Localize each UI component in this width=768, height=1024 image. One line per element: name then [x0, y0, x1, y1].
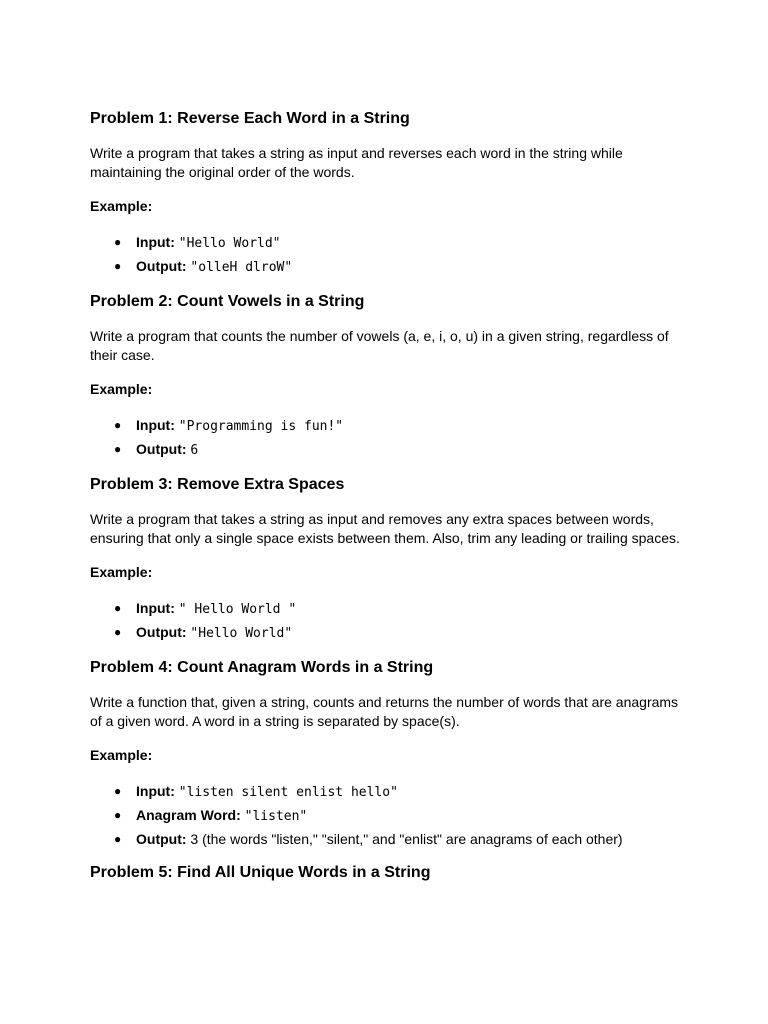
example-label: Example:	[90, 198, 153, 214]
problem-title: Problem 1: Reverse Each Word in a String	[90, 110, 410, 127]
problem-1	[90, 108, 690, 279]
example-value: "Hello World"	[190, 626, 293, 641]
example-list	[90, 414, 690, 462]
list-item	[90, 780, 690, 804]
problem-5	[90, 862, 690, 884]
example-value: "Programming is fun!"	[178, 419, 344, 434]
list-item	[90, 255, 690, 279]
example-value: " Hello World "	[178, 602, 297, 617]
example-key: Output:	[136, 624, 187, 640]
problem-description: Write a function that, given a string, counts and returns the number of words that are anagrams of a given word. A word in a string is separated by space(s).	[90, 694, 679, 729]
example-key: Input:	[136, 783, 175, 799]
example-key: Output:	[136, 258, 187, 274]
example-key: Input:	[136, 234, 175, 250]
example-value: "Hello World"	[178, 236, 281, 251]
list-item	[90, 828, 690, 850]
bullet-icon: ●	[114, 625, 122, 639]
example-label: Example:	[90, 747, 153, 763]
bullet-icon: ●	[114, 259, 122, 273]
example-value: "listen"	[244, 809, 308, 824]
example-key: Output:	[136, 831, 187, 847]
example-key: Output:	[136, 441, 187, 457]
list-item	[90, 414, 690, 438]
bullet-icon: ●	[114, 235, 122, 249]
problem-title: Problem 3: Remove Extra Spaces	[90, 476, 345, 493]
example-key: Anagram Word:	[136, 807, 241, 823]
list-item	[90, 621, 690, 645]
bullet-icon: ●	[114, 784, 122, 798]
list-item	[90, 438, 690, 462]
problem-3	[90, 474, 690, 645]
list-item	[90, 804, 690, 828]
problem-description: Write a program that takes a string as input and reverses each word in the string while maintaining the original order of the words.	[90, 145, 623, 180]
bullet-icon: ●	[114, 418, 122, 432]
example-label: Example:	[90, 564, 153, 580]
problem-description: Write a program that takes a string as input and removes any extra spaces between words, ensuring that only a single space exists between them. Also, trim any leading or trailing spaces.	[90, 511, 680, 546]
bullet-icon: ●	[114, 601, 122, 615]
problem-title: Problem 5: Find All Unique Words in a String	[90, 864, 431, 881]
problem-description: Write a program that counts the number of vowels (a, e, i, o, u) in a given string, regardless of their case.	[90, 328, 669, 363]
example-value: "listen silent enlist hello"	[178, 785, 398, 800]
problem-title: Problem 4: Count Anagram Words in a String	[90, 659, 434, 676]
problem-title: Problem 2: Count Vowels in a String	[90, 293, 365, 310]
example-label: Example:	[90, 381, 153, 397]
example-key: Input:	[136, 417, 175, 433]
list-item	[90, 597, 690, 621]
example-value: 3 (the words "listen," "silent," and "enlist" are anagrams of each other)	[190, 831, 623, 847]
example-value: 6	[190, 443, 199, 458]
example-list	[90, 780, 690, 850]
problem-2	[90, 291, 690, 462]
problem-4	[90, 657, 690, 850]
example-list	[90, 597, 690, 645]
example-value: "olleH dlroW"	[190, 260, 293, 275]
document-content	[90, 108, 690, 884]
bullet-icon: ●	[114, 832, 122, 846]
bullet-icon: ●	[114, 442, 122, 456]
example-key: Input:	[136, 600, 175, 616]
example-list	[90, 231, 690, 279]
bullet-icon: ●	[114, 808, 122, 822]
list-item	[90, 231, 690, 255]
